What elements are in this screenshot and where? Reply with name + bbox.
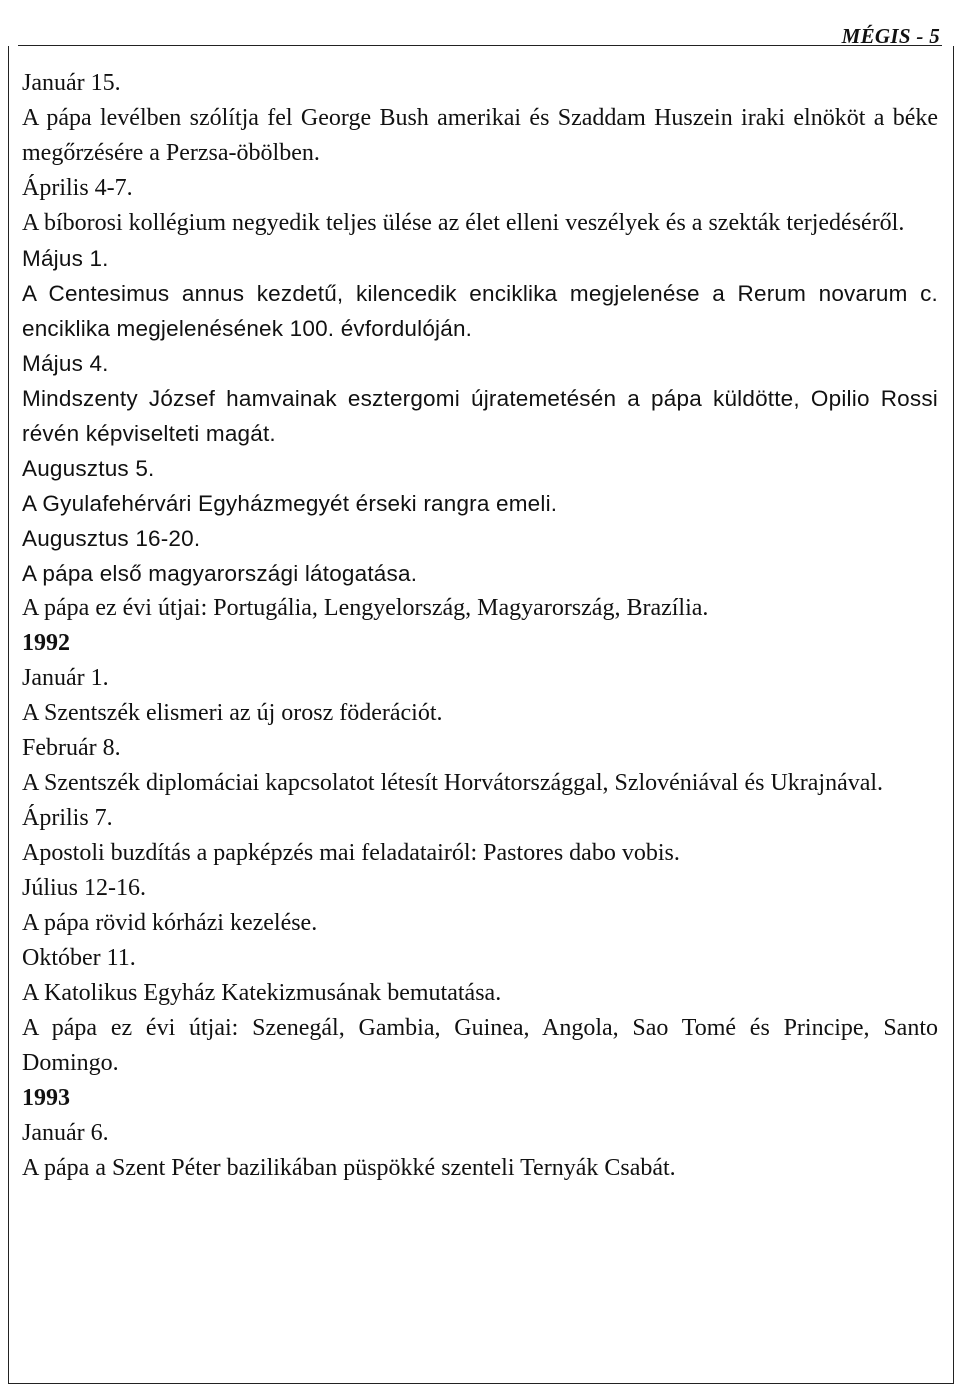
year-1992: 1992 — [22, 630, 70, 656]
entry-text: A Gyulafehérvári Egyházmegyét érseki rangra emeli. — [22, 491, 558, 516]
entry-text: A Centesimus annus kezdetű, kilencedik enciklika megjelenése a Rerum novarum c. enciklika megjelenésének 100. évfordulóján. — [22, 281, 938, 341]
entry-text: A bíborosi kollégium negyedik teljes ülése az élet elleni veszélyek és a szekták terjedéséről. — [22, 210, 905, 236]
entry-text: A pápa levélben szólítja fel George Bush amerikai és Szaddam Huszein iraki elnököt a béke megőrzésére a Perzsa-öbölben. — [22, 105, 938, 166]
yearly-trips — [22, 591, 938, 626]
chronology-entry — [22, 871, 938, 941]
chronology-entry — [22, 451, 938, 521]
trips-text: A pápa ez évi útjai: Portugália, Lengyelország, Magyarország, Brazília. — [22, 595, 709, 621]
entry-text: A Szentszék elismeri az új orosz föderációt. — [22, 700, 443, 726]
yearly-trips — [22, 1011, 938, 1081]
entry-text: A pápa első magyarországi látogatása. — [22, 561, 418, 586]
entry-date: Április 7. — [22, 805, 113, 831]
entry-date: Augusztus 16-20. — [22, 526, 201, 551]
entry-text: Apostoli buzdítás a papképzés mai feladatairól: Pastores dabo vobis. — [22, 840, 680, 866]
year-heading — [22, 1081, 938, 1116]
entry-date: Május 4. — [22, 351, 109, 376]
chronology-entry — [22, 521, 938, 591]
document-body — [22, 66, 938, 1186]
year-heading — [22, 626, 938, 661]
entry-date: Május 1. — [22, 246, 109, 271]
entry-date: Január 1. — [22, 665, 109, 691]
chronology-entry — [22, 241, 938, 346]
entry-date: Augusztus 5. — [22, 456, 155, 481]
chronology-entry — [22, 661, 938, 731]
header-rule — [18, 45, 942, 46]
entry-text: A Szentszék diplomáciai kapcsolatot létesít Horvátországgal, Szlovéniával és Ukrajnával. — [22, 770, 884, 796]
chronology-entry — [22, 171, 938, 241]
chronology-entry — [22, 66, 938, 171]
chronology-entry — [22, 801, 938, 871]
entry-date: Január 15. — [22, 70, 121, 96]
chronology-entry — [22, 941, 938, 1011]
chronology-entry — [22, 1116, 938, 1186]
chronology-entry — [22, 346, 938, 451]
running-head: MÉGIS - 5 — [841, 24, 940, 48]
entry-date: Október 11. — [22, 945, 136, 971]
entry-text: A Katolikus Egyház Katekizmusának bemutatása. — [22, 980, 502, 1006]
entry-date: Január 6. — [22, 1120, 109, 1146]
trips-text: A pápa ez évi útjai: Szenegál, Gambia, Guinea, Angola, Sao Tomé és Principe, Santo Domingo. — [22, 1015, 938, 1076]
entry-date: Július 12-16. — [22, 875, 147, 901]
entry-text: A pápa a Szent Péter bazilikában püspökké szenteli Ternyák Csabát. — [22, 1155, 676, 1181]
chronology-entry — [22, 731, 938, 801]
entry-text: Mindszenty József hamvainak esztergomi újratemetésén a pápa küldötte, Opilio Rossi révén képviselteti magát. — [22, 386, 938, 446]
entry-date: Április 4-7. — [22, 175, 133, 201]
entry-text: A pápa rövid kórházi kezelése. — [22, 910, 318, 936]
entry-date: Február 8. — [22, 735, 121, 761]
year-1993: 1993 — [22, 1085, 70, 1111]
